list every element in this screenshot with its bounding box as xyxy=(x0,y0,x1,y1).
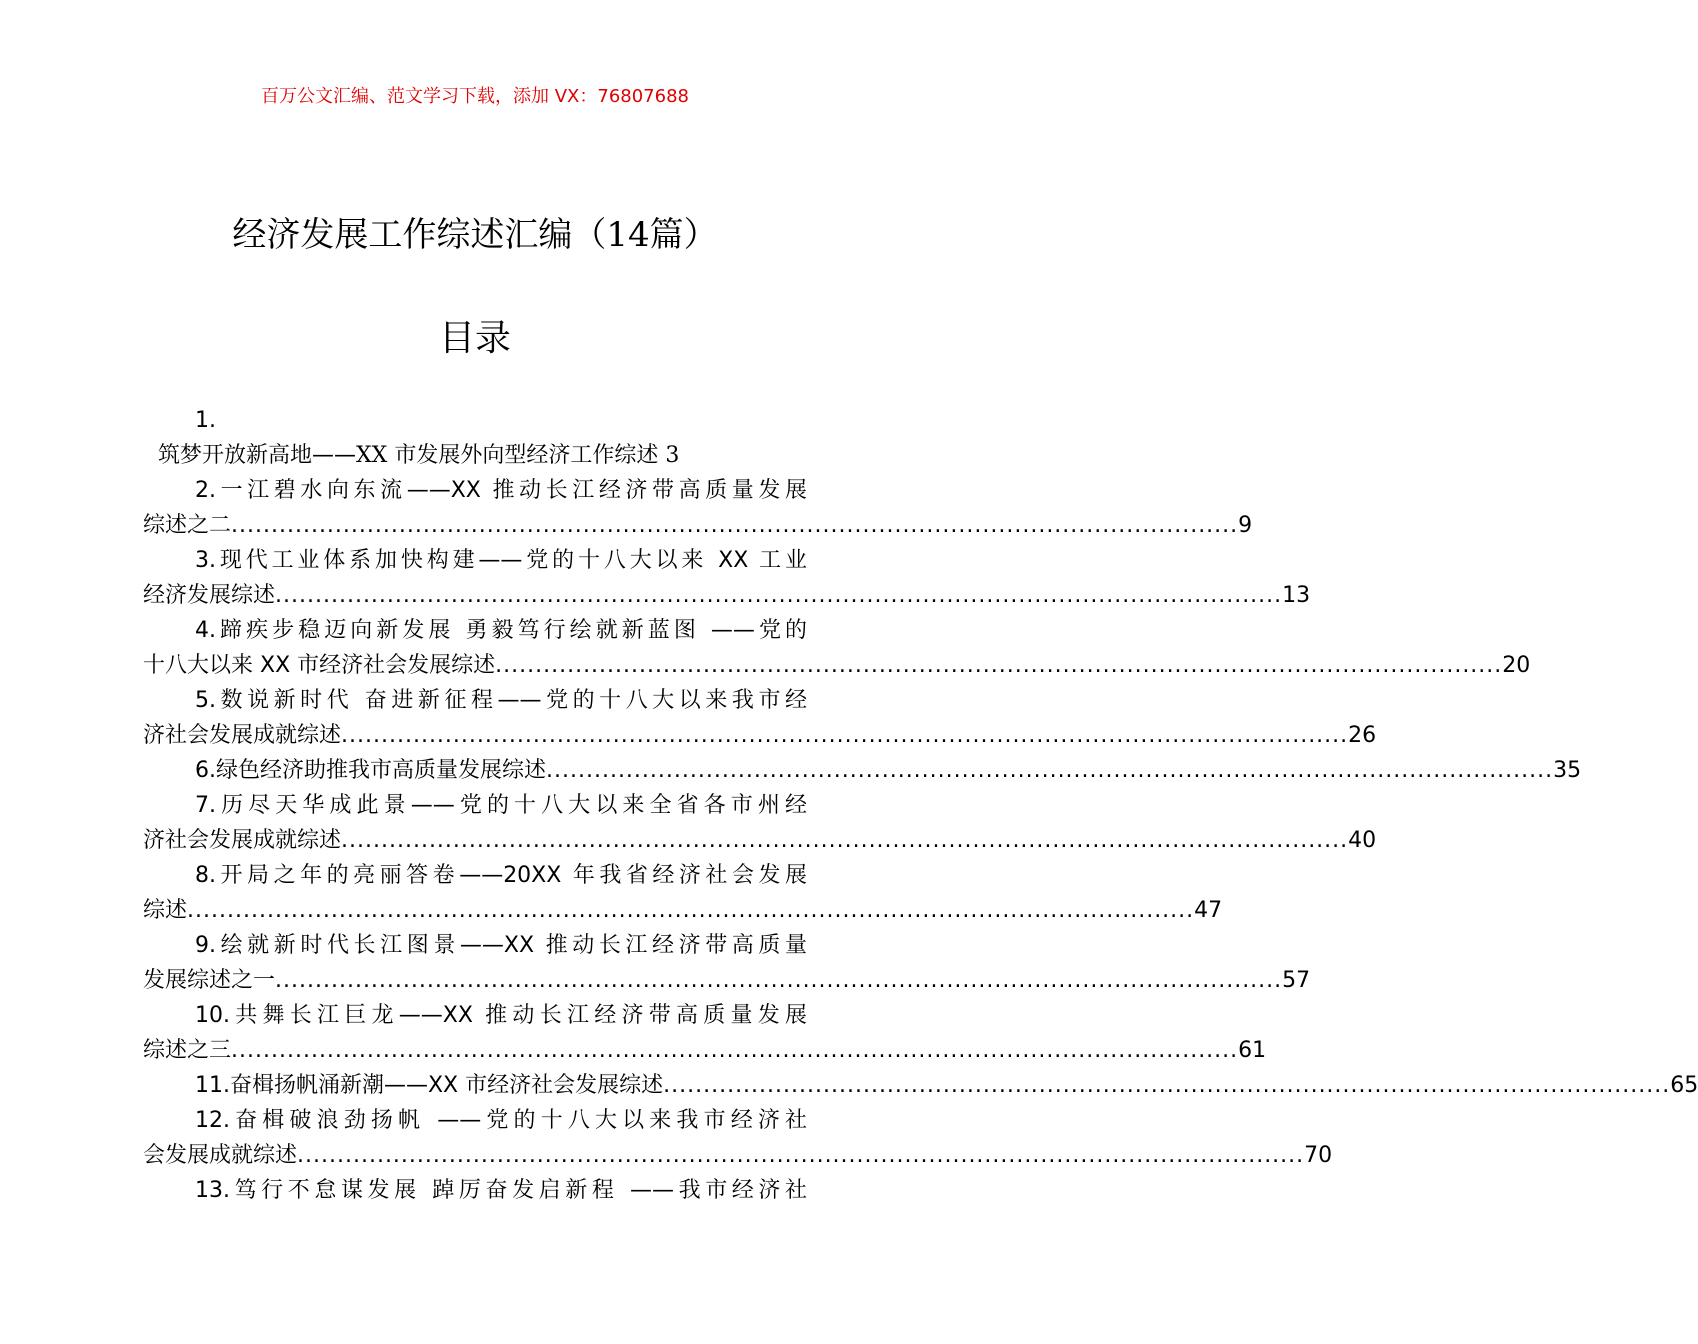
document-title-count: 14 xyxy=(606,215,650,255)
toc-entry-7-title-end: 济社会发展成就综述 xyxy=(143,828,342,853)
toc-entry-1-title[interactable] xyxy=(143,438,807,473)
leader-dots: .............................................................................................................................. xyxy=(187,898,1195,923)
document-title-prefix: 经济发展工作综述汇编（ xyxy=(232,215,607,255)
toc-entry-11[interactable] xyxy=(143,1068,1698,1103)
toc-entry-12-line2[interactable] xyxy=(143,1138,1333,1173)
toc-entry-4-page: 20 xyxy=(1502,653,1531,678)
watermark-text: 百万公文汇编、范文学习下载，添加 VX：76807688 xyxy=(261,86,689,107)
toc-entry-3-page: 13 xyxy=(1282,583,1311,608)
toc-entry-7-line1[interactable]: 7.历尽天华成此景——党的十八大以来全省各市州经 xyxy=(195,793,807,818)
toc-entry-9-line2[interactable] xyxy=(143,963,1311,998)
toc-entry-3-title-end: 经济发展综述 xyxy=(143,583,276,608)
leader-dots: .............................................................................................................................. xyxy=(297,1143,1305,1168)
toc-entry-4-title-end: 十八大以来 XX 市经济社会发展综述 xyxy=(143,653,496,678)
leader-dots: .............................................................................................................................. xyxy=(231,1038,1239,1063)
toc-entry-1-title-b: XX 市发展外向型经济工作综述 3 xyxy=(356,443,680,468)
toc-entry-5-title-end: 济社会发展成就综述 xyxy=(143,723,342,748)
document-title xyxy=(0,212,950,258)
toc-entry-3-line2[interactable] xyxy=(143,578,1311,613)
toc-entry-1-number[interactable]: 1. xyxy=(195,408,216,433)
toc-entry-4-line1[interactable]: 4.蹄疾步稳迈向新发展 勇毅笃行绘就新蓝图 ——党的 xyxy=(195,618,807,643)
toc-entry-5-line2[interactable] xyxy=(143,718,1377,753)
leader-dots: .............................................................................................................................. xyxy=(663,1073,1671,1098)
toc-entry-5-page: 26 xyxy=(1348,723,1377,748)
toc-entry-12-line1[interactable]: 12.奋楫破浪劲扬帆 ——党的十八大以来我市经济社 xyxy=(195,1108,807,1133)
toc-entry-7-line2[interactable] xyxy=(143,823,1377,858)
toc-entry-10-line1[interactable]: 10.共舞长江巨龙——XX 推动长江经济带高质量发展 xyxy=(195,1003,807,1028)
toc-entry-1-title-a: 筑梦开放新高地—— xyxy=(158,443,357,468)
toc-entry-2-page: 9 xyxy=(1238,513,1253,538)
leader-dots: .............................................................................................................................. xyxy=(546,758,1554,783)
leader-dots: .............................................................................................................................. xyxy=(341,828,1349,853)
toc-entry-10-title-end: 综述之三 xyxy=(143,1038,232,1063)
toc-entry-6[interactable] xyxy=(143,753,1582,788)
toc-entry-13-line1[interactable]: 13.笃行不怠谋发展 踔厉奋发启新程 ——我市经济社 xyxy=(195,1178,807,1203)
table-of-contents xyxy=(143,403,1698,1208)
leader-dots: .............................................................................................................................. xyxy=(275,968,1283,993)
toc-entry-3-line1[interactable]: 3.现代工业体系加快构建——党的十八大以来 XX 工业 xyxy=(195,548,807,573)
toc-entry-10-line2[interactable] xyxy=(143,1033,1267,1068)
leader-dots: .............................................................................................................................. xyxy=(275,583,1283,608)
toc-entry-12-title-end: 会发展成就综述 xyxy=(143,1143,298,1168)
toc-entry-11-page: 65 xyxy=(1670,1073,1698,1098)
toc-entry-5-line1[interactable]: 5.数说新时代 奋进新征程——党的十八大以来我市经 xyxy=(195,688,807,713)
leader-dots: .............................................................................................................................. xyxy=(231,513,1239,538)
toc-entry-12-page: 70 xyxy=(1304,1143,1333,1168)
toc-entry-10-page: 61 xyxy=(1238,1038,1267,1063)
toc-entry-4-line2[interactable] xyxy=(143,648,1531,683)
toc-entry-6-title: 6.绿色经济助推我市高质量发展综述 xyxy=(195,758,546,783)
toc-entry-11-title: 11.奋楫扬帆涌新潮——XX 市经济社会发展综述 xyxy=(195,1073,664,1098)
toc-entry-2-line2[interactable] xyxy=(143,508,1253,543)
toc-entry-8-line1[interactable]: 8.开局之年的亮丽答卷——20XX 年我省经济社会发展 xyxy=(195,863,807,888)
toc-entry-2-title-end: 综述之二 xyxy=(143,513,232,538)
toc-entry-2-line1[interactable]: 2.一江碧水向东流——XX 推动长江经济带高质量发展 xyxy=(195,478,807,503)
toc-entry-9-page: 57 xyxy=(1282,968,1311,993)
leader-dots: .............................................................................................................................. xyxy=(495,653,1503,678)
toc-entry-7-page: 40 xyxy=(1348,828,1377,853)
toc-entry-8-line2[interactable] xyxy=(143,893,1223,928)
toc-entry-6-page: 35 xyxy=(1553,758,1582,783)
toc-entry-8-title-end: 综述 xyxy=(143,898,188,923)
toc-entry-9-title-end: 发展综述之一 xyxy=(143,968,276,993)
toc-entry-9-line1[interactable]: 9.绘就新时代长江图景——XX 推动长江经济带高质量 xyxy=(195,933,807,958)
toc-heading: 目录 xyxy=(438,318,511,359)
toc-entry-8-page: 47 xyxy=(1194,898,1223,923)
leader-dots: .............................................................................................................................. xyxy=(341,723,1349,748)
document-title-suffix: 篇） xyxy=(649,215,718,255)
